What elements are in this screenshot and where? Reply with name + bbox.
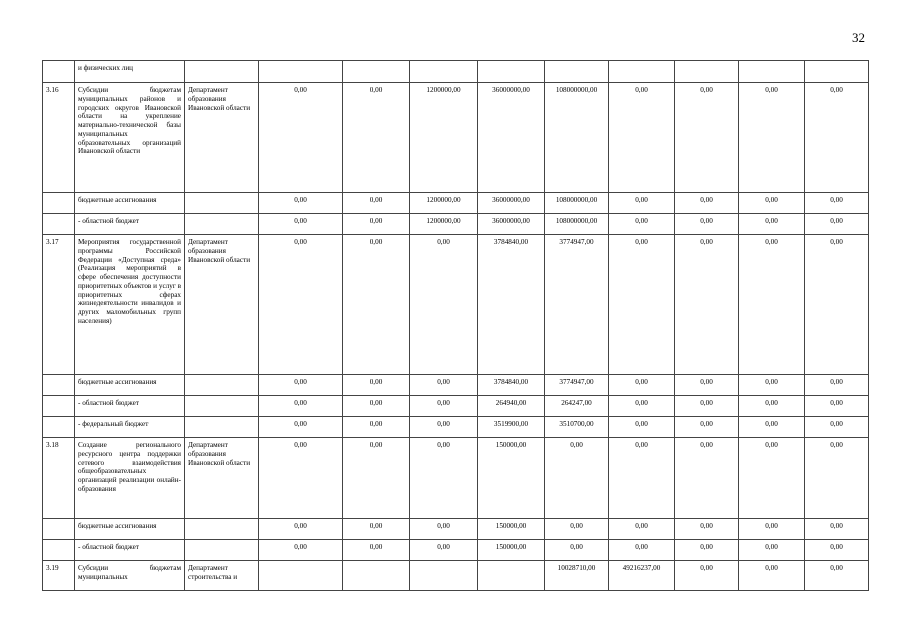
- responsible-org-cell: [185, 396, 259, 417]
- amount-cell: [545, 61, 609, 83]
- amount-cell: 0,00: [545, 438, 609, 519]
- program-row: [43, 235, 869, 375]
- responsible-org-cell: [185, 417, 259, 438]
- funding-row: [43, 61, 869, 83]
- responsible-org-cell: Департамент образования Ивановской области: [185, 83, 259, 193]
- item-title-cell: Субсидии бюджетам муниципальных: [75, 561, 185, 591]
- amount-cell: 1200000,00: [410, 83, 478, 193]
- responsible-org-cell: [185, 540, 259, 561]
- item-title-cell: бюджетные ассигнования: [75, 375, 185, 396]
- amount-cell: 3784840,00: [478, 375, 545, 396]
- program-row: [43, 561, 869, 591]
- amount-cell: 0,00: [675, 519, 739, 540]
- amount-cell: 0,00: [739, 235, 805, 375]
- funding-row: [43, 417, 869, 438]
- amount-cell: 3784840,00: [478, 235, 545, 375]
- amount-cell: 0,00: [410, 375, 478, 396]
- amount-cell: 0,00: [609, 193, 675, 214]
- program-row: [43, 83, 869, 193]
- item-title-cell: бюджетные ассигнования: [75, 519, 185, 540]
- item-number-cell: [43, 375, 75, 396]
- funding-row: [43, 540, 869, 561]
- amount-cell: 108000000,00: [545, 214, 609, 235]
- amount-cell: 0,00: [410, 396, 478, 417]
- amount-cell: [259, 561, 343, 591]
- item-number-cell: [43, 214, 75, 235]
- amount-cell: 0,00: [805, 417, 869, 438]
- amount-cell: 0,00: [739, 396, 805, 417]
- responsible-org-cell: [185, 214, 259, 235]
- amount-cell: 0,00: [343, 83, 410, 193]
- amount-cell: [478, 561, 545, 591]
- amount-cell: [805, 61, 869, 83]
- item-title-cell: - федеральный бюджет: [75, 417, 185, 438]
- amount-cell: [410, 561, 478, 591]
- funding-row: [43, 396, 869, 417]
- amount-cell: 0,00: [609, 396, 675, 417]
- responsible-org-cell: [185, 519, 259, 540]
- amount-cell: 0,00: [410, 438, 478, 519]
- amount-cell: [739, 61, 805, 83]
- responsible-org-cell: [185, 61, 259, 83]
- amount-cell: 0,00: [609, 83, 675, 193]
- amount-cell: 0,00: [410, 235, 478, 375]
- item-number-cell: 3.18: [43, 438, 75, 519]
- amount-cell: 0,00: [675, 561, 739, 591]
- amount-cell: 0,00: [259, 438, 343, 519]
- amount-cell: 0,00: [739, 519, 805, 540]
- amount-cell: 0,00: [739, 214, 805, 235]
- amount-cell: 0,00: [343, 438, 410, 519]
- amount-cell: 0,00: [343, 235, 410, 375]
- item-number-cell: [43, 540, 75, 561]
- item-number-cell: [43, 61, 75, 83]
- amount-cell: 0,00: [805, 214, 869, 235]
- amount-cell: 0,00: [675, 83, 739, 193]
- amount-cell: 0,00: [805, 396, 869, 417]
- page-number: 32: [852, 30, 865, 45]
- amount-cell: 0,00: [805, 235, 869, 375]
- amount-cell: 0,00: [805, 83, 869, 193]
- amount-cell: 264940,00: [478, 396, 545, 417]
- amount-cell: [410, 61, 478, 83]
- amount-cell: 0,00: [259, 235, 343, 375]
- amount-cell: 0,00: [343, 417, 410, 438]
- item-title-cell: Создание регионального ресурсного центра поддержки сетевого взаимодействия общеобразовательных организаций реализации онлайн-образования: [75, 438, 185, 519]
- amount-cell: 0,00: [805, 438, 869, 519]
- amount-cell: 108000000,00: [545, 83, 609, 193]
- amount-cell: 0,00: [259, 214, 343, 235]
- funding-row: [43, 193, 869, 214]
- item-number-cell: 3.16: [43, 83, 75, 193]
- amount-cell: 0,00: [675, 540, 739, 561]
- item-title-cell: бюджетные ассигнования: [75, 193, 185, 214]
- amount-cell: 0,00: [343, 375, 410, 396]
- item-number-cell: 3.17: [43, 235, 75, 375]
- amount-cell: 1200000,00: [410, 214, 478, 235]
- amount-cell: 150000,00: [478, 540, 545, 561]
- amount-cell: 0,00: [739, 83, 805, 193]
- item-number-cell: [43, 193, 75, 214]
- amount-cell: 0,00: [675, 214, 739, 235]
- amount-cell: 0,00: [739, 540, 805, 561]
- item-title-cell: - областной бюджет: [75, 214, 185, 235]
- amount-cell: 0,00: [739, 193, 805, 214]
- amount-cell: 0,00: [675, 375, 739, 396]
- amount-cell: 0,00: [410, 519, 478, 540]
- amount-cell: 0,00: [609, 214, 675, 235]
- item-title-cell: - областной бюджет: [75, 396, 185, 417]
- amount-cell: [478, 61, 545, 83]
- amount-cell: 3774947,00: [545, 375, 609, 396]
- item-number-cell: 3.19: [43, 561, 75, 591]
- budget-table: [42, 60, 869, 591]
- amount-cell: 0,00: [805, 540, 869, 561]
- responsible-org-cell: Департамент строительства и: [185, 561, 259, 591]
- amount-cell: 0,00: [259, 519, 343, 540]
- amount-cell: 0,00: [609, 417, 675, 438]
- amount-cell: 264247,00: [545, 396, 609, 417]
- amount-cell: [343, 561, 410, 591]
- amount-cell: [675, 61, 739, 83]
- amount-cell: 0,00: [609, 519, 675, 540]
- responsible-org-cell: Департамент образования Ивановской области: [185, 235, 259, 375]
- amount-cell: 3519900,00: [478, 417, 545, 438]
- responsible-org-cell: Департамент образования Ивановской области: [185, 438, 259, 519]
- amount-cell: 108000000,00: [545, 193, 609, 214]
- amount-cell: 0,00: [739, 561, 805, 591]
- responsible-org-cell: [185, 375, 259, 396]
- item-number-cell: [43, 417, 75, 438]
- amount-cell: 0,00: [259, 375, 343, 396]
- amount-cell: 0,00: [545, 540, 609, 561]
- amount-cell: 0,00: [259, 540, 343, 561]
- amount-cell: 0,00: [739, 375, 805, 396]
- amount-cell: 0,00: [259, 396, 343, 417]
- amount-cell: 0,00: [675, 396, 739, 417]
- amount-cell: 3510700,00: [545, 417, 609, 438]
- funding-row: [43, 214, 869, 235]
- amount-cell: 0,00: [343, 540, 410, 561]
- item-title-cell: - областной бюджет: [75, 540, 185, 561]
- amount-cell: 0,00: [675, 417, 739, 438]
- amount-cell: 0,00: [343, 519, 410, 540]
- amount-cell: 36000000,00: [478, 214, 545, 235]
- amount-cell: 0,00: [609, 235, 675, 375]
- amount-cell: 0,00: [410, 540, 478, 561]
- item-title-cell: и физических лиц: [75, 61, 185, 83]
- amount-cell: 0,00: [410, 417, 478, 438]
- amount-cell: 0,00: [259, 193, 343, 214]
- amount-cell: 0,00: [805, 519, 869, 540]
- amount-cell: 0,00: [805, 193, 869, 214]
- amount-cell: 0,00: [609, 375, 675, 396]
- program-row: [43, 438, 869, 519]
- amount-cell: 0,00: [739, 417, 805, 438]
- amount-cell: 0,00: [675, 235, 739, 375]
- amount-cell: 0,00: [343, 214, 410, 235]
- amount-cell: 49216237,00: [609, 561, 675, 591]
- amount-cell: [343, 61, 410, 83]
- amount-cell: 0,00: [675, 438, 739, 519]
- responsible-org-cell: [185, 193, 259, 214]
- amount-cell: 150000,00: [478, 519, 545, 540]
- amount-cell: 1200000,00: [410, 193, 478, 214]
- amount-cell: [609, 61, 675, 83]
- funding-row: [43, 519, 869, 540]
- amount-cell: 10028710,00: [545, 561, 609, 591]
- amount-cell: 0,00: [259, 83, 343, 193]
- amount-cell: 0,00: [545, 519, 609, 540]
- amount-cell: 0,00: [739, 438, 805, 519]
- amount-cell: [259, 61, 343, 83]
- amount-cell: 0,00: [343, 193, 410, 214]
- amount-cell: 0,00: [675, 193, 739, 214]
- item-title-cell: Мероприятия государственной программы Российской Федерации «Доступная среда» (Реализация мероприятий в сфере обеспечения доступности приоритетных объектов и услуг в приоритетных сферах жизнедеятельности инвалидов и других маломобильных групп населения): [75, 235, 185, 375]
- amount-cell: 0,00: [343, 396, 410, 417]
- amount-cell: 0,00: [609, 540, 675, 561]
- amount-cell: 36000000,00: [478, 193, 545, 214]
- item-number-cell: [43, 519, 75, 540]
- amount-cell: 150000,00: [478, 438, 545, 519]
- amount-cell: 0,00: [805, 375, 869, 396]
- amount-cell: 0,00: [805, 561, 869, 591]
- item-title-cell: Субсидии бюджетам муниципальных районов и городских округов Ивановской области на укрепление материально-технической базы муниципальных образовательных организаций Ивановской области: [75, 83, 185, 193]
- amount-cell: 0,00: [609, 438, 675, 519]
- item-number-cell: [43, 396, 75, 417]
- funding-row: [43, 375, 869, 396]
- amount-cell: 36000000,00: [478, 83, 545, 193]
- amount-cell: 0,00: [259, 417, 343, 438]
- amount-cell: 3774947,00: [545, 235, 609, 375]
